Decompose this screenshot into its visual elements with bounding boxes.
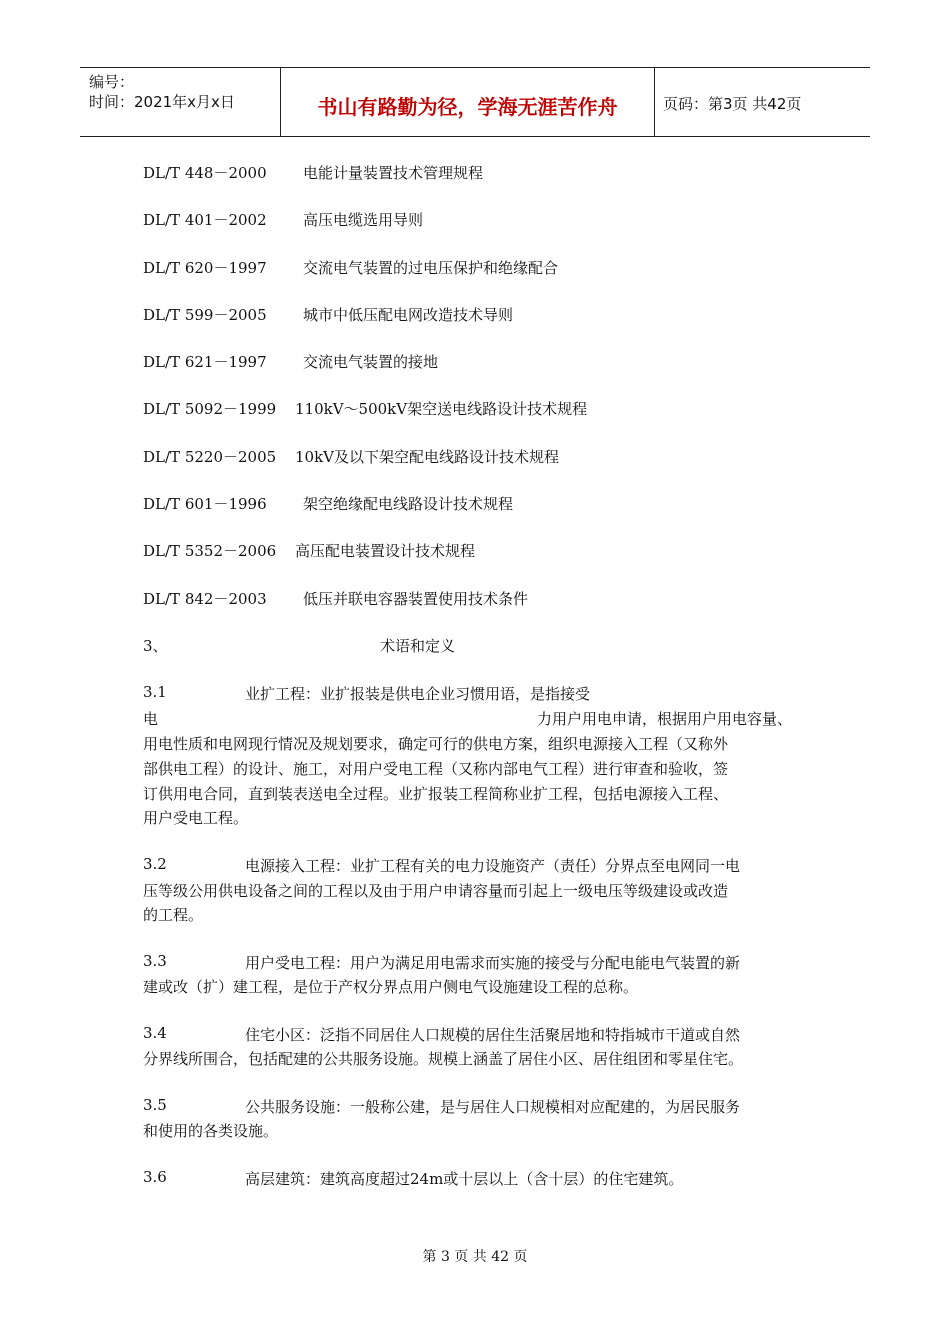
term-number: 3.5 — [143, 1096, 167, 1114]
standard-title: 高压配电装置设计技术规程 — [295, 542, 476, 560]
standard-item — [143, 162, 483, 183]
standard-item — [143, 257, 558, 278]
term-definition-line: 业扩工程：业扩报装是供电企业习惯用语，是指接受 — [245, 685, 591, 703]
term-definition-line: 用户受电工程：用户为满足用电需求而实施的接受与分配电能电气装置的新 — [245, 954, 741, 972]
term-number: 3.6 — [143, 1168, 167, 1186]
standard-code: DL/T 401－2002 — [143, 211, 267, 229]
standard-title: 交流电气装置的过电压保护和绝缘配合 — [303, 259, 559, 277]
standard-item — [143, 446, 559, 467]
document-date: 时间：2021年x月x日 — [89, 93, 235, 111]
standard-code: DL/T 5092－1999 — [143, 400, 277, 418]
term-definition-line: 电 — [143, 710, 159, 728]
standard-code: DL/T 599－2005 — [143, 306, 267, 324]
term-number: 3.2 — [143, 855, 167, 873]
standard-code: DL/T 448－2000 — [143, 164, 267, 182]
standard-title: 低压并联电容器装置使用技术条件 — [303, 590, 529, 608]
standard-item — [143, 540, 475, 561]
term-number: 3.1 — [143, 683, 167, 701]
term-definition-line: 高层建筑：建筑高度超过24m或十层以上（含十层）的住宅建筑。 — [245, 1170, 684, 1188]
standard-item — [143, 304, 513, 325]
standard-item — [143, 209, 423, 230]
term-definition-line: 分界线所围合，包括配建的公共服务设施。规模上涵盖了居住小区、居住组团和零星住宅。 — [143, 1050, 744, 1068]
section-number: 3、 — [143, 637, 168, 655]
term-definition-line: 力用户用电申请，根据用户用电容量、 — [537, 710, 793, 728]
term-number: 3.3 — [143, 952, 167, 970]
header-motto-cell — [281, 68, 655, 136]
standard-item — [143, 588, 528, 609]
standard-code: DL/T 5220－2005 — [143, 448, 277, 466]
term-definition-line: 和使用的各类设施。 — [143, 1122, 279, 1140]
term-definition-line: 的工程。 — [143, 906, 204, 924]
term-definition-line: 用户受电工程。 — [143, 809, 249, 827]
standard-title: 架空绝缘配电线路设计技术规程 — [303, 495, 514, 513]
page-header — [80, 67, 870, 137]
header-meta-cell — [80, 68, 281, 136]
term-definition-line: 电源接入工程：业扩工程有关的电力设施资产（责任）分界点至电网同一电 — [245, 857, 741, 875]
header-page-code: 页码：第3页 共42页 — [663, 95, 802, 113]
standard-title: 交流电气装置的接地 — [303, 353, 439, 371]
standard-item — [143, 351, 438, 372]
standard-title: 高压电缆选用导则 — [303, 211, 424, 229]
term-number: 3.4 — [143, 1024, 167, 1042]
standard-code: DL/T 601－1996 — [143, 495, 267, 513]
standard-title: 110kV～500kV架空送电线路设计技术规程 — [295, 400, 588, 418]
standard-code: DL/T 620－1997 — [143, 259, 267, 277]
standard-code: DL/T 621－1997 — [143, 353, 267, 371]
standard-title: 城市中低压配电网改造技术导则 — [303, 306, 514, 324]
header-motto: 书山有路勤为径，学海无涯苦作舟 — [317, 95, 618, 119]
document-number-label: 编号： — [89, 73, 135, 91]
page-footer: 第 3 页 共 42 页 — [422, 1249, 528, 1265]
standard-item — [143, 493, 513, 514]
term-definition-line: 部供电工程）的设计、施工，对用户受电工程（又称内部电气工程）进行审查和验收，签 — [143, 760, 729, 778]
term-definition-line: 建或改（扩）建工程，是位于产权分界点用户侧电气设施建设工程的总称。 — [143, 978, 639, 996]
header-page-cell — [655, 68, 870, 136]
standard-code: DL/T 5352－2006 — [143, 542, 277, 560]
term-definition-line: 用电性质和电网现行情况及规划要求，确定可行的供电方案，组织电源接入工程（又称外 — [143, 735, 729, 753]
standard-title: 电能计量装置技术管理规程 — [303, 164, 484, 182]
standard-code: DL/T 842－2003 — [143, 590, 267, 608]
term-definition-line: 住宅小区：泛指不同居住人口规模的居住生活聚居地和特指城市干道或自然 — [245, 1026, 741, 1044]
standard-title: 10kV及以下架空配电线路设计技术规程 — [295, 448, 560, 466]
term-definition-line: 压等级公用供电设备之间的工程以及由于用户申请容量而引起上一级电压等级建设或改造 — [143, 882, 729, 900]
term-definition-line: 订供用电合同，直到装表送电全过程。业扩报装工程简称业扩工程，包括电源接入工程、 — [143, 785, 729, 803]
term-definition-line: 公共服务设施：一般称公建，是与居住人口规模相对应配建的，为居民服务 — [245, 1098, 741, 1116]
section-title: 术语和定义 — [380, 637, 456, 655]
standard-item — [143, 398, 587, 419]
